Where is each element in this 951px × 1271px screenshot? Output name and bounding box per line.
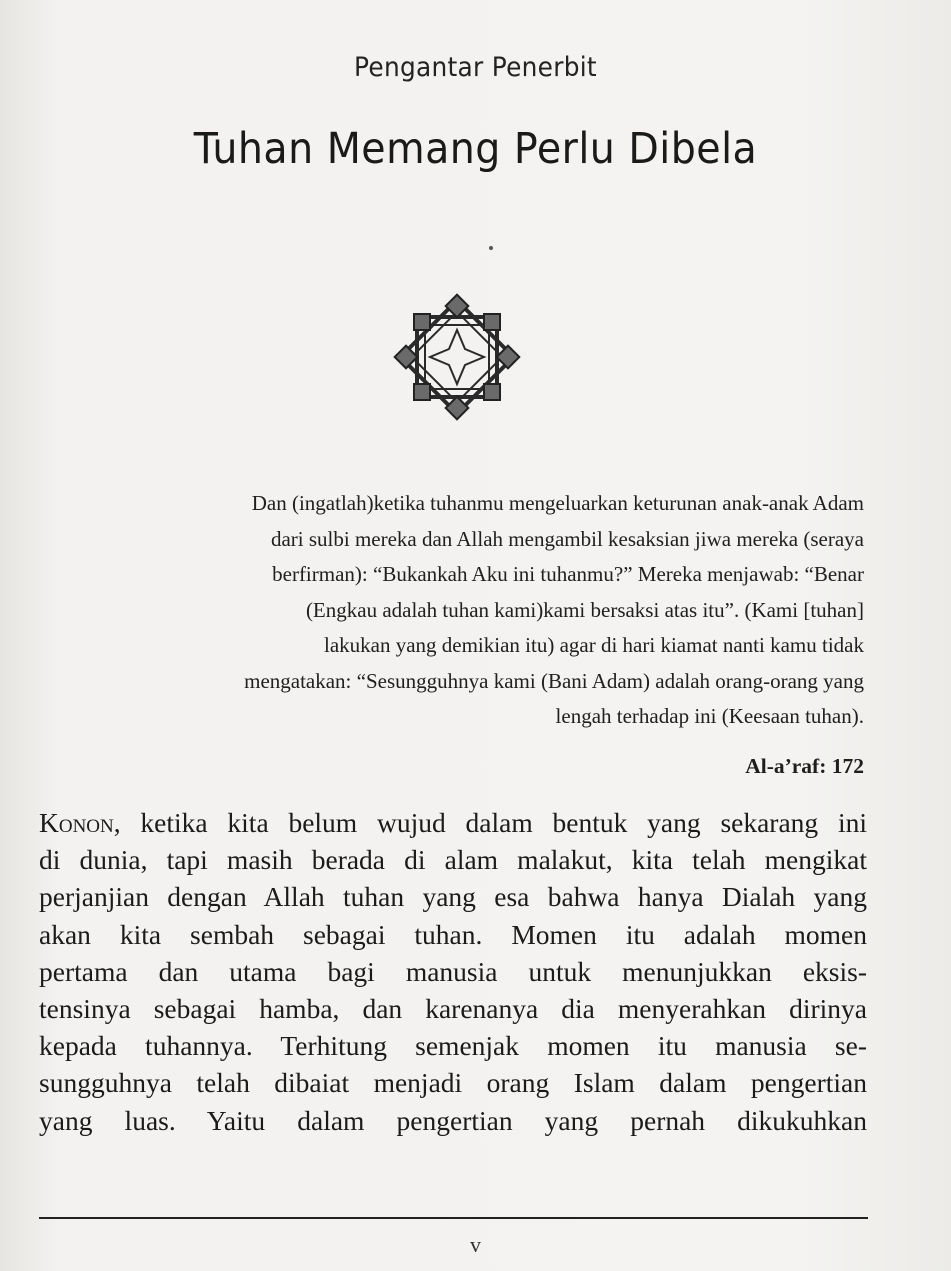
quote-line: berfirman): “Bukankah Aku ini tuhanmu?” Mereka menjawab: “Benar — [272, 562, 864, 586]
quote-line: dari sulbi mereka dan Allah mengambil kesaksian jiwa mereka (seraya — [270, 526, 864, 551]
page-title: Tuhan Memang Perlu Dibela — [193, 124, 758, 174]
first-line-text: , ketika kita belum wujud dalam bentuk yang sekarang ini — [113, 807, 867, 838]
body-line: perjanjian dengan Allah tuhan yang esa bahwa hanya Dialah yang — [39, 881, 867, 913]
quote-line: mengatakan: “Sesungguhnya kami (Bani Adam) adalah orang-orang yang — [244, 668, 864, 693]
octagram-ornament-icon — [392, 292, 522, 422]
body-line: pertama dan utama bagi manusia untuk menunjukkan eksis- — [39, 955, 867, 987]
body-line — [39, 804, 867, 841]
quote-line: lengah terhadap ini (Keesaan tuhan). — [555, 704, 864, 728]
body-paragraph — [39, 804, 867, 1139]
body-line: di dunia, tapi masih berada di alam malakut, kita telah mengikat — [39, 844, 867, 876]
quote-line: (Engkau adalah tuhan kami)kami bersaksi atas itu”. (Kami [tuhan] — [305, 597, 864, 622]
body-line: akan kita sembah sebagai tuhan. Momen itu adalah momen — [39, 918, 867, 950]
quote-source: Al-a’raf: 172 — [745, 754, 864, 778]
body-line: kepada tuhannya. Terhitung semenjak momen itu manusia se- — [39, 1030, 867, 1062]
epigraph-quote — [110, 486, 864, 735]
quote-line: lakukan yang demikian itu) agar di hari kiamat nanti kamu tidak — [323, 633, 864, 657]
body-line: yang luas. Yaitu dalam pengertian yang pernah dikukuhkan — [39, 1104, 867, 1136]
body-line: tensinya sebagai hamba, dan karenanya dia menyerahkan dirinya — [39, 993, 867, 1025]
body-line: sungguhnya telah dibaiat menjadi orang Islam dalam pengertian — [39, 1067, 867, 1099]
quote-line: Dan (ingatlah)ketika tuhanmu mengeluarkan keturunan anak-anak Adam — [251, 491, 864, 515]
page-number: v — [470, 1232, 481, 1257]
footer-rule — [39, 1217, 868, 1219]
lead-word: Konon — [39, 807, 114, 838]
section-overline: Pengantar Penerbit — [354, 52, 597, 83]
ink-speck — [489, 246, 493, 250]
